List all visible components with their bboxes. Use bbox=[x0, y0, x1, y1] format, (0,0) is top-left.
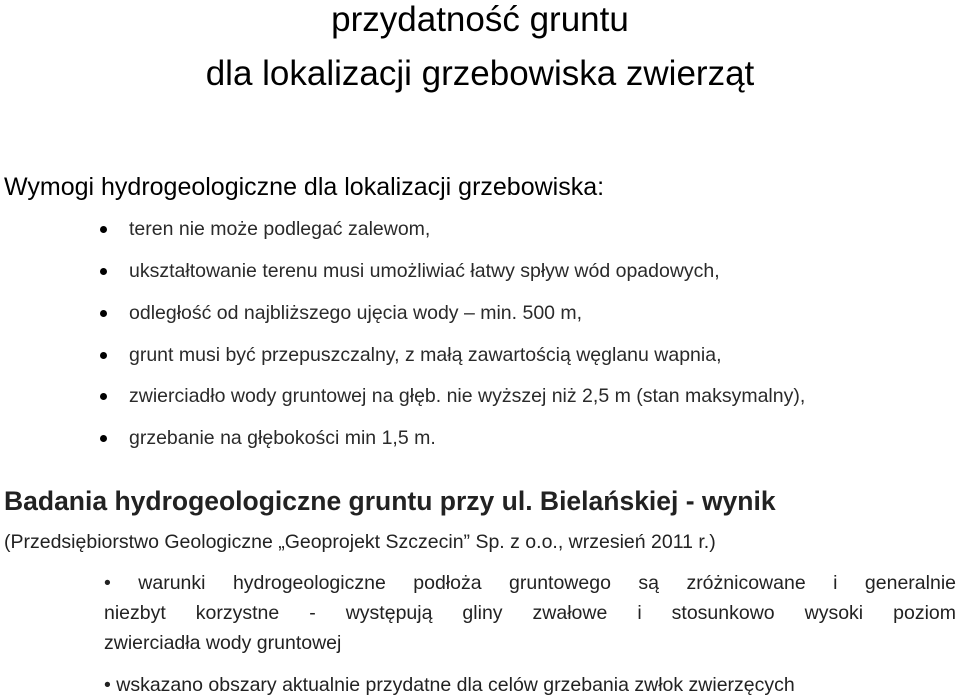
bullet-icon bbox=[100, 310, 107, 317]
finding-line: • warunki hydrogeologiczne podłoża gruntowego są zróżnicowane i generalnie bbox=[104, 572, 956, 594]
bullet-icon bbox=[100, 435, 107, 442]
page-title-line-1: przydatność gruntu bbox=[331, 0, 629, 39]
requirements-heading: Wymogi hydrogeologiczne dla lokalizacji grzebowiska: bbox=[4, 173, 605, 201]
list-item-text: grunt musi być przepuszczalny, z małą zawartością węglanu wapnia, bbox=[129, 344, 722, 366]
bullet-icon bbox=[100, 352, 107, 359]
finding-line: zwierciadła wody gruntowej bbox=[104, 632, 342, 654]
list-item-text: teren nie może podlegać zalewom, bbox=[129, 218, 431, 240]
bullet-icon bbox=[100, 268, 107, 275]
study-subtitle: (Przedsiębiorstwo Geologiczne „Geoprojekt Szczecin” Sp. z o.o., wrzesień 2011 r.) bbox=[4, 531, 716, 553]
page-title-line-2: dla lokalizacji grzebowiska zwierząt bbox=[205, 54, 755, 93]
finding-paragraph bbox=[104, 568, 956, 658]
study-heading: Badania hydrogeologiczne gruntu przy ul. Bielańskiej - wynik bbox=[4, 486, 776, 516]
bullet-icon bbox=[100, 393, 107, 400]
finding-line: niezbyt korzystne - występują gliny zwałowe i stosunkowo wysoki poziom bbox=[104, 602, 956, 624]
list-item-text: zwierciadło wody gruntowej na głęb. nie wyższej niż 2,5 m (stan maksymalny), bbox=[129, 385, 806, 407]
bullet-icon bbox=[100, 226, 107, 233]
list-item-text: odległość od najbliższego ujęcia wody – min. 500 m, bbox=[129, 302, 583, 324]
list-item-text: ukształtowanie terenu musi umożliwiać łatwy spływ wód opadowych, bbox=[129, 260, 720, 282]
finding-line: • wskazano obszary aktualnie przydatne dla celów grzebania zwłok zwierzęcych bbox=[104, 674, 795, 696]
list-item-text: grzebanie na głębokości min 1,5 m. bbox=[129, 427, 436, 449]
finding-paragraph bbox=[104, 670, 956, 700]
